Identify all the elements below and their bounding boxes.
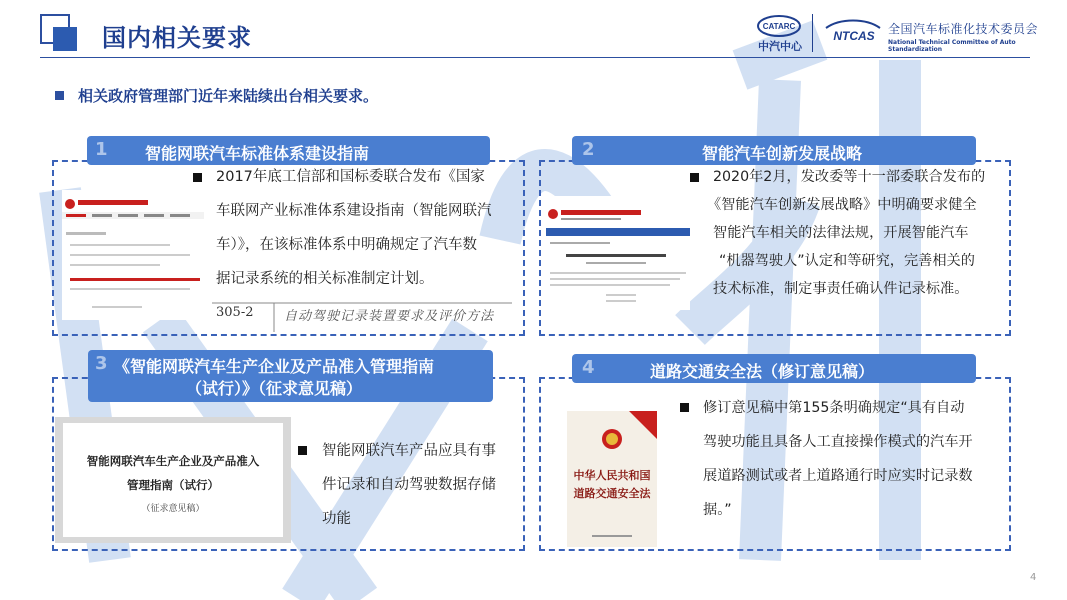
panel-1-line: 2017年底工信部和国标委联合发布《国家 bbox=[216, 169, 485, 185]
law-book-title-1: 中华人民共和国 bbox=[573, 469, 651, 482]
panel-3-line: 功能 bbox=[322, 511, 351, 527]
page-number: 4 bbox=[1030, 572, 1037, 583]
traffic-law-book-image bbox=[567, 411, 657, 547]
panel-4-line: 展道路测试或者上道路通行时应实时记录数 bbox=[703, 468, 973, 484]
panel-1-title: 智能网联汽车标准体系建设指南 bbox=[145, 144, 370, 163]
guideline-doc-subtitle: （征求意见稿） bbox=[141, 504, 205, 514]
panel-1-line: 据记录系统的相关标准制定计划。 bbox=[216, 271, 434, 287]
panel-3-tab bbox=[88, 350, 493, 402]
panel-2-line: 2020年2月，发改委等十一部委联合发布的 bbox=[713, 169, 986, 185]
logo-divider bbox=[812, 14, 813, 52]
panel-2-line: 智能汽车相关的法律法规，开展智能汽车 bbox=[713, 225, 969, 241]
panel-3-bullet bbox=[298, 446, 307, 455]
panel-4-bullet bbox=[680, 403, 689, 412]
ntcas-logo bbox=[820, 16, 886, 44]
panel-4-line: 据。” bbox=[703, 502, 732, 518]
ntcas-logo-text: NTCAS bbox=[833, 29, 875, 43]
panel-4-number: 4 bbox=[582, 357, 595, 378]
page-title: 国内相关要求 bbox=[102, 24, 252, 52]
panel-4-line: 修订意见稿中第155条明确规定“具有自动 bbox=[703, 400, 965, 416]
guideline-document-image bbox=[55, 417, 291, 543]
standard-number: 305-2 bbox=[216, 305, 254, 320]
panel-3-line: 智能网联汽车产品应具有事 bbox=[322, 443, 496, 459]
law-book-title-2: 道路交通安全法 bbox=[573, 487, 651, 500]
panel-3-number: 3 bbox=[95, 353, 108, 374]
intro-text: 相关政府管理部门近年来陆续出台相关要求。 bbox=[78, 87, 379, 105]
panel-2-number: 2 bbox=[582, 139, 595, 160]
panel-1-line: 车）》，在该标准体系中明确规定了汽车数 bbox=[216, 237, 477, 253]
intro-bullet bbox=[55, 91, 64, 100]
panel-2-line: “机器驾驶人”认定和等研究，完善相关的 bbox=[719, 253, 975, 269]
org-name-cn: 全国汽车标准化技术委员会 bbox=[888, 22, 1039, 36]
panel-4-title: 道路交通安全法（修订意见稿） bbox=[650, 362, 875, 381]
header-underline bbox=[40, 57, 1030, 58]
catarc-logo bbox=[756, 14, 802, 38]
header-square-fill bbox=[53, 27, 77, 51]
panel-4-text bbox=[703, 392, 1008, 526]
panel-1-bullet bbox=[193, 173, 202, 182]
panel-3-title-line2: （试行）》（征求意见稿） bbox=[186, 379, 363, 398]
catarc-name: 中汽中心 bbox=[758, 40, 802, 53]
panel-3-line: 件记录和自动驾驶数据存储 bbox=[322, 477, 496, 493]
panel-2-title: 智能汽车创新发展战略 bbox=[702, 144, 863, 163]
panel-2-line: 技术标准，制定事责任确认件记录标准。 bbox=[713, 281, 969, 297]
org-name-en: National Technical Committee of Auto Standardization bbox=[888, 39, 1016, 53]
panel-1-tab bbox=[87, 136, 490, 165]
panel-1-line: 车联网产业标准体系建设指南（智能网联汽 bbox=[216, 203, 492, 219]
panel-1-number: 1 bbox=[95, 139, 108, 160]
catarc-logo-text: CATARC bbox=[762, 22, 796, 31]
panel-3-title-line1: 《智能网联汽车生产企业及产品准入管理指南 bbox=[114, 357, 435, 376]
panel-2-bullet bbox=[690, 173, 699, 182]
panel-2-tab bbox=[572, 136, 976, 165]
panel-4-line: 驾驶功能且具备人工直接操作模式的汽车开 bbox=[703, 434, 973, 450]
standard-name: 自动驾驶记录装置要求及评价方法 bbox=[284, 309, 495, 324]
guideline-doc-title-1: 智能网联汽车生产企业及产品准入 bbox=[86, 454, 260, 468]
panel-4-tab bbox=[572, 354, 976, 383]
panel-1-text bbox=[216, 162, 522, 294]
miit-webpage-image bbox=[62, 190, 204, 320]
ndrc-webpage-image bbox=[546, 196, 690, 310]
panel-2-text bbox=[707, 163, 1013, 303]
panel-2-line: 《智能汽车创新发展战略》中明确要求健全 bbox=[707, 197, 977, 213]
panel-3-text bbox=[322, 435, 522, 535]
guideline-doc-title-2: 管理指南（试行） bbox=[127, 478, 219, 492]
